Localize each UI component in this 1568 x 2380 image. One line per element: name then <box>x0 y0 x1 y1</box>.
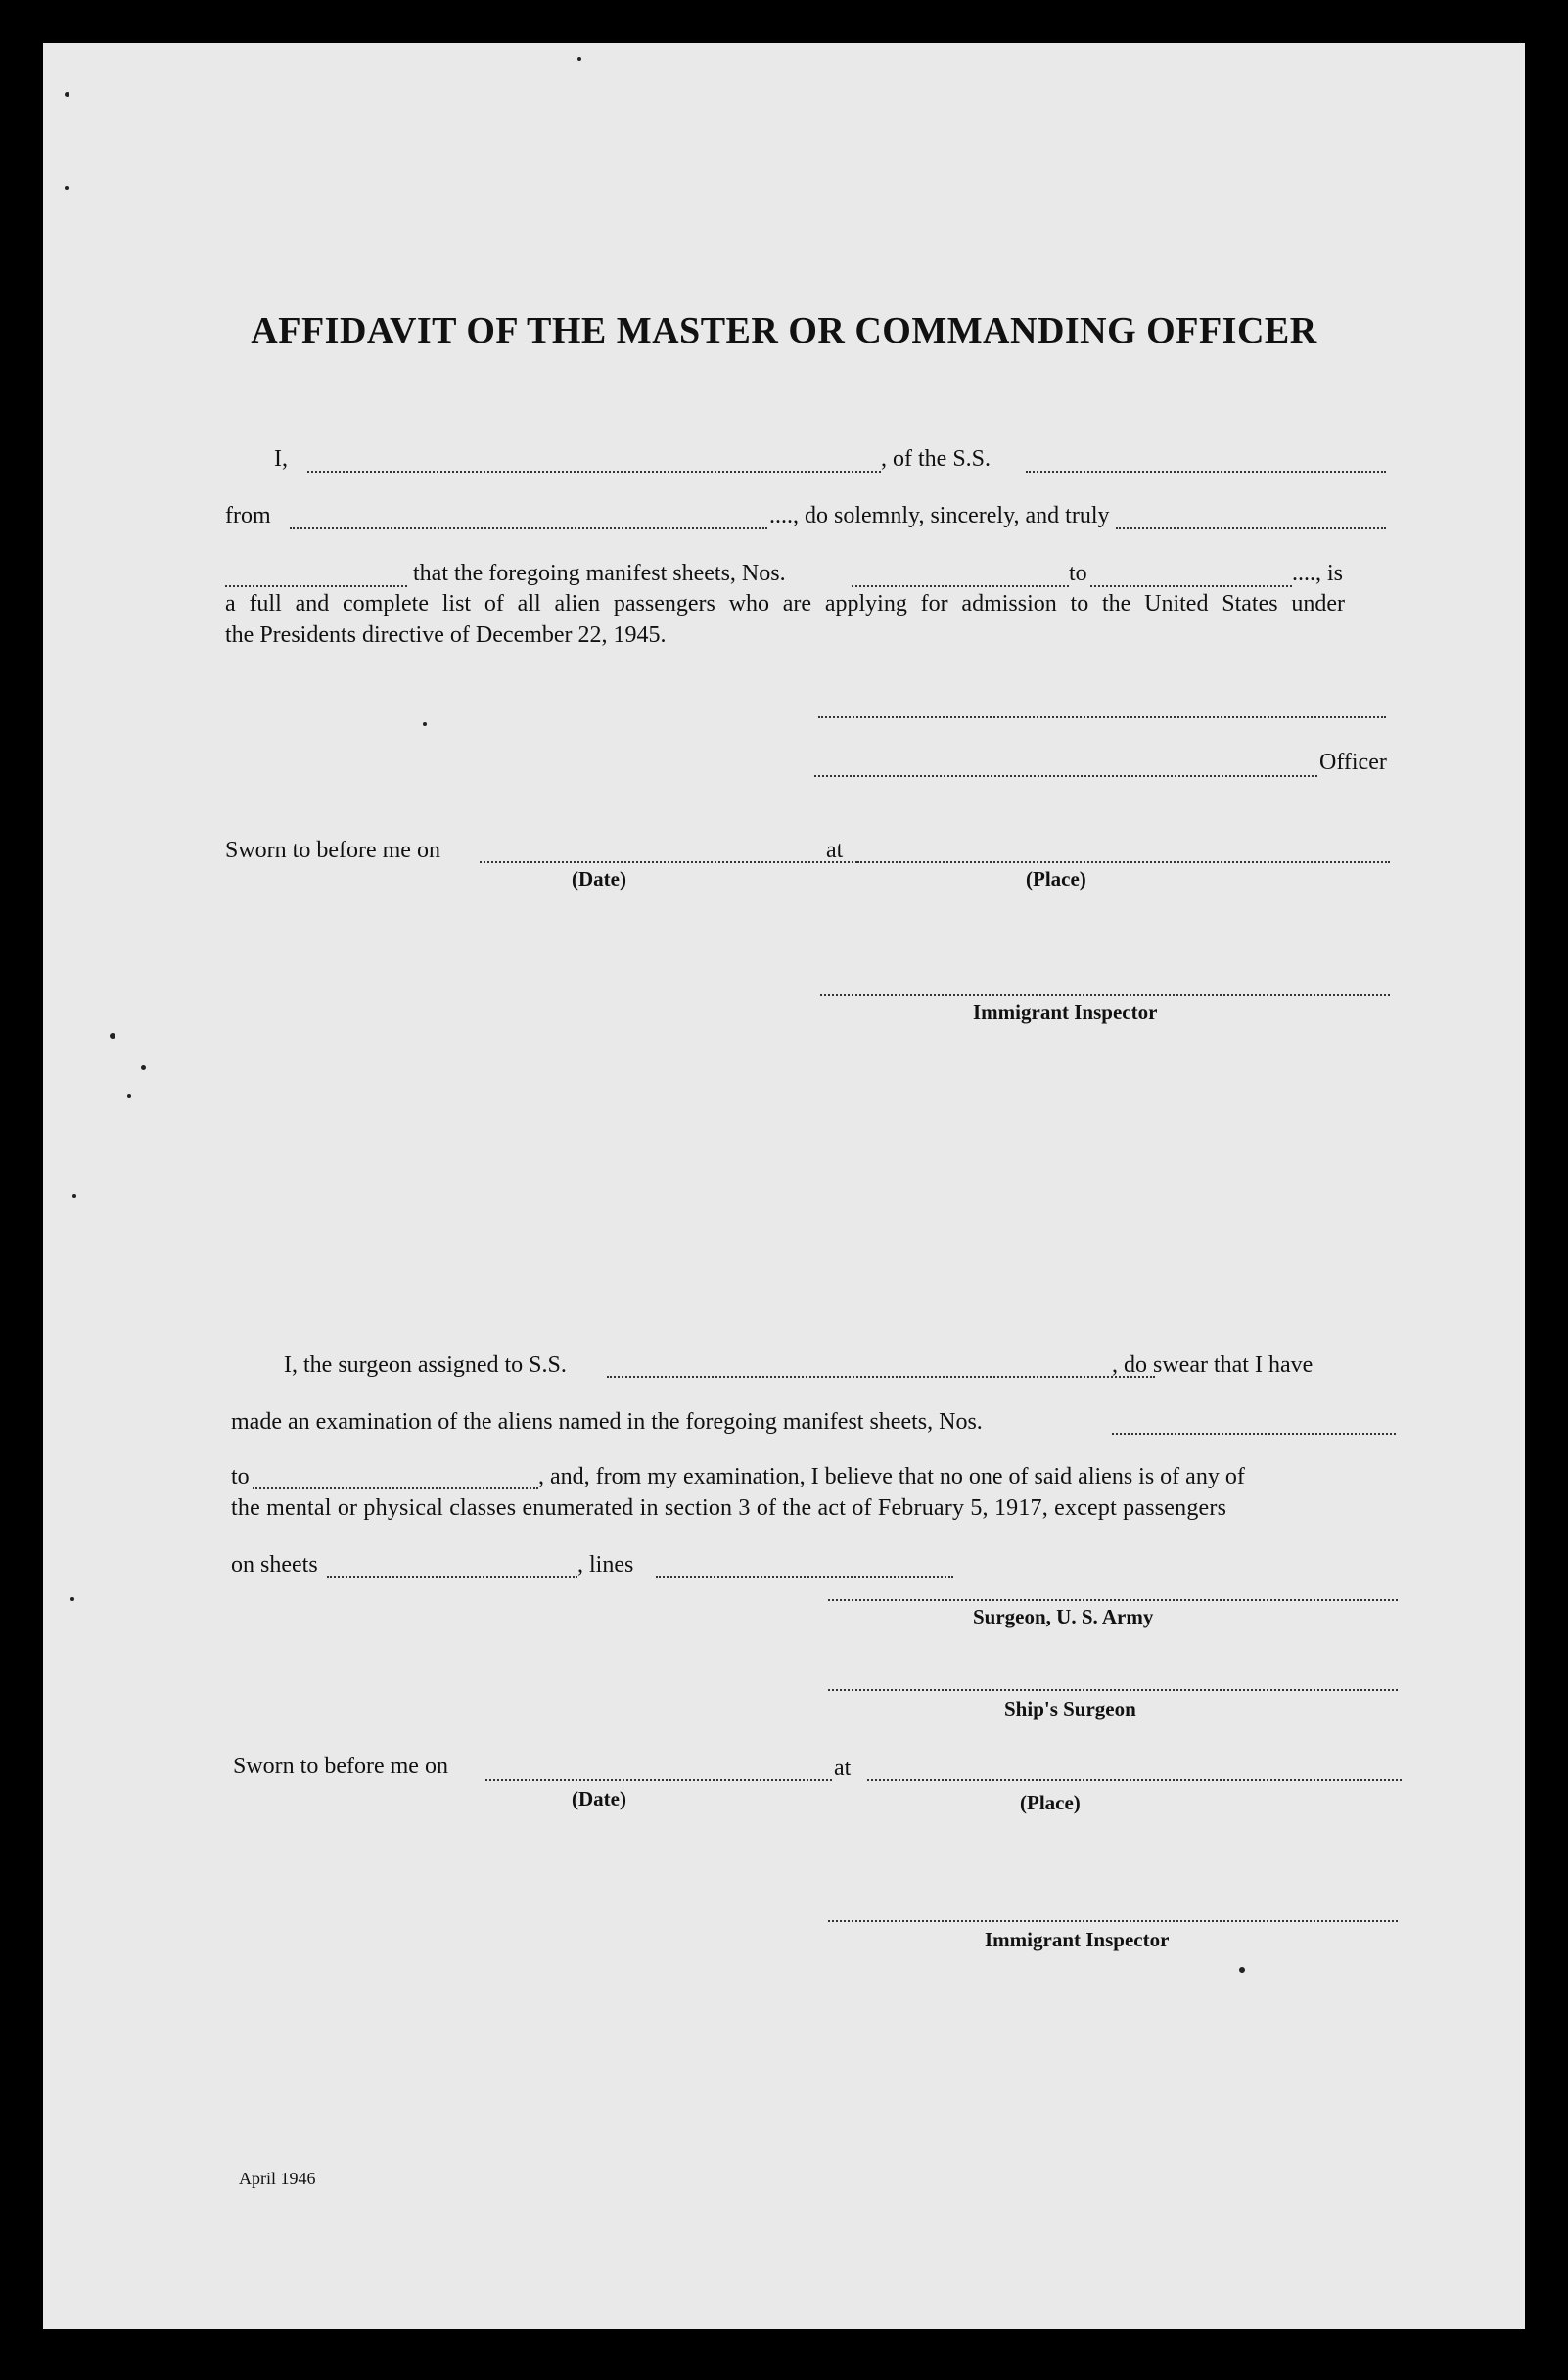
surgeon-nos-to-field[interactable] <box>253 1488 538 1489</box>
master-i-label: I, <box>274 446 288 472</box>
master-nos-to-field[interactable] <box>1090 585 1292 587</box>
scan-speck <box>110 1033 115 1039</box>
army-surgeon-caption: Surgeon, U. S. Army <box>973 1605 1154 1628</box>
master-to-label: to <box>1069 561 1087 586</box>
surgeon-sheets-field[interactable] <box>327 1576 577 1578</box>
master-statement-line2: the Presidents directive of December 22, 1945. <box>225 622 667 648</box>
master-from-label: from <box>225 503 271 528</box>
master-name-field[interactable] <box>307 471 881 473</box>
army-surgeon-signature-line[interactable] <box>828 1599 1398 1601</box>
form-title: AFFIDAVIT OF THE MASTER OR COMMANDING OFFICER <box>251 310 1317 351</box>
surgeon-to-label: to <box>231 1464 250 1489</box>
master-place-caption: (Place) <box>1026 867 1086 891</box>
officer-caption: Officer <box>1319 750 1387 775</box>
scan-speck <box>1239 1967 1245 1973</box>
surgeon-oath-start: I, the surgeon assigned to S.S. <box>284 1352 567 1378</box>
footer-date: April 1946 <box>239 2169 316 2188</box>
master-ship-field[interactable] <box>1026 471 1386 473</box>
master-sworn-place-field[interactable] <box>857 861 1390 863</box>
surgeon-ship-field[interactable] <box>607 1376 1155 1378</box>
master-signature-line[interactable] <box>818 716 1386 718</box>
master-of-ss-label: , of the S.S. <box>881 446 992 472</box>
form-page <box>43 43 1525 2329</box>
scan-speck <box>65 186 69 190</box>
ships-surgeon-caption: Ship's Surgeon <box>1004 1697 1136 1720</box>
master-statement-line1: a full and complete list of all alien passengers who are applying for admission to the United States under <box>225 591 1345 617</box>
surgeon-exam-line: made an examination of the aliens named in the foregoing manifest sheets, Nos. <box>231 1409 983 1435</box>
officer-signature-line[interactable] <box>814 775 1317 777</box>
surgeon-on-sheets-label: on sheets <box>231 1552 318 1578</box>
master-inspector-caption: Immigrant Inspector <box>973 1000 1158 1024</box>
surgeon-belief-text: , and, from my examination, I believe that no one of said aliens is of any of <box>538 1464 1245 1489</box>
surgeon-at-label: at <box>834 1756 852 1781</box>
surgeon-place-caption: (Place) <box>1020 1791 1081 1814</box>
master-nos-from-field[interactable] <box>852 585 1069 587</box>
scan-speck <box>577 57 581 61</box>
master-foregoing-label: that the foregoing manifest sheets, Nos. <box>413 561 786 586</box>
master-date-caption: (Date) <box>572 867 626 891</box>
surgeon-inspector-caption: Immigrant Inspector <box>985 1928 1170 1951</box>
scan-speck <box>72 1194 76 1198</box>
master-is-label: ...., is <box>1292 561 1344 586</box>
surgeon-nos-from-field[interactable] <box>1112 1433 1396 1435</box>
ships-surgeon-signature-line[interactable] <box>828 1689 1398 1691</box>
surgeon-classes-line: the mental or physical classes enumerated in section 3 of the act of February 5, 1917, except passengers <box>231 1495 1227 1521</box>
scan-speck <box>70 1597 74 1601</box>
surgeon-lines-label: , lines <box>577 1552 634 1578</box>
master-oath-field[interactable] <box>1116 527 1386 529</box>
master-prefix-field[interactable] <box>225 585 407 587</box>
master-at-label: at <box>826 838 844 863</box>
scan-speck <box>141 1065 146 1070</box>
surgeon-sworn-place-field[interactable] <box>867 1779 1402 1781</box>
scan-speck <box>423 722 427 726</box>
master-sworn-label: Sworn to before me on <box>225 838 440 863</box>
master-from-field[interactable] <box>290 527 767 529</box>
surgeon-lines-field[interactable] <box>656 1576 953 1578</box>
master-inspector-signature-line[interactable] <box>820 994 1390 996</box>
master-sworn-date-field[interactable] <box>480 861 857 863</box>
surgeon-oath-end: , do swear that I have <box>1112 1352 1314 1378</box>
surgeon-inspector-signature-line[interactable] <box>828 1920 1398 1922</box>
scan-speck <box>127 1094 131 1098</box>
master-solemnly-label: ...., do solemnly, sincerely, and truly <box>769 503 1110 528</box>
scan-speck <box>65 92 69 97</box>
surgeon-sworn-date-field[interactable] <box>485 1779 832 1781</box>
surgeon-date-caption: (Date) <box>572 1787 626 1810</box>
surgeon-sworn-label: Sworn to before me on <box>233 1754 448 1779</box>
